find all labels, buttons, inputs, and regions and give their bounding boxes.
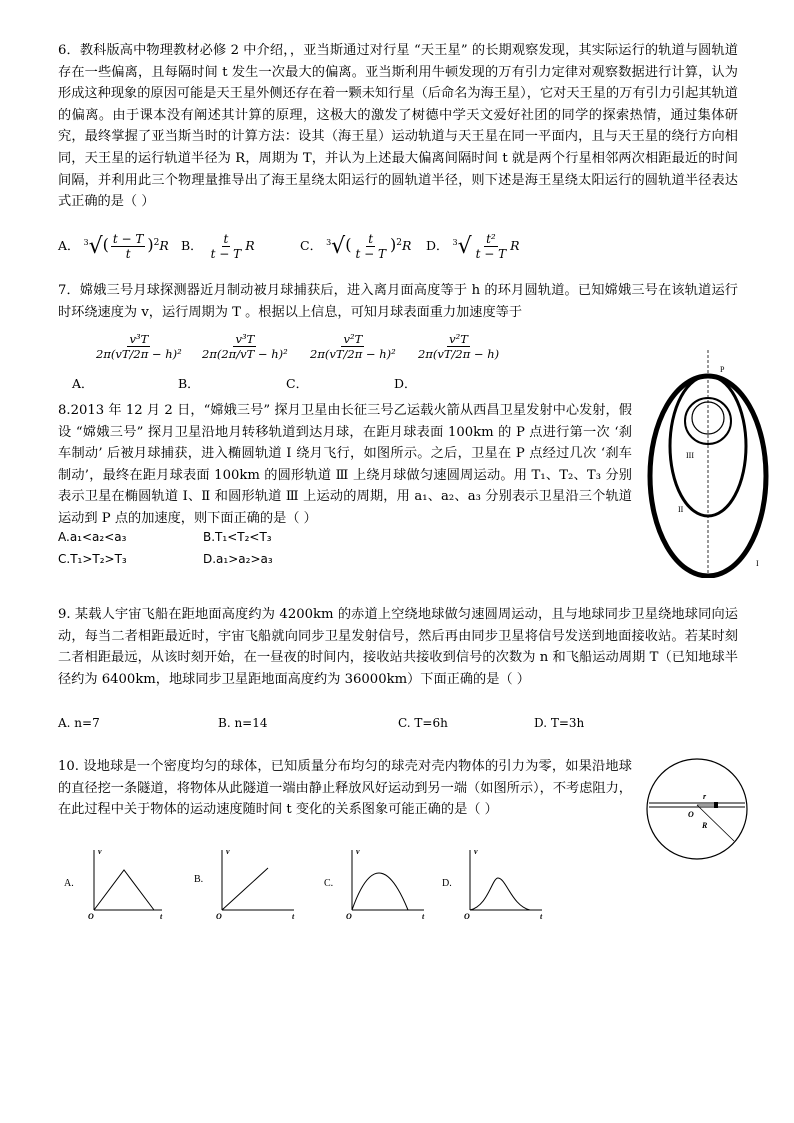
label-R: R bbox=[702, 821, 708, 830]
q9-option-c[interactable]: C. T=6h bbox=[398, 716, 448, 730]
question-9 bbox=[58, 604, 738, 690]
label-iii: III bbox=[686, 451, 694, 460]
graph-c-v: v bbox=[356, 847, 360, 856]
q10-graph-d[interactable] bbox=[438, 842, 548, 920]
q9-option-a[interactable]: A. n=7 bbox=[58, 716, 100, 730]
label-r: r bbox=[703, 792, 707, 801]
label-p: P bbox=[720, 365, 725, 374]
q9-option-d[interactable]: D. T=3h bbox=[534, 716, 585, 730]
q9-option-b[interactable]: B. n=14 bbox=[218, 716, 268, 730]
question-6-options bbox=[58, 228, 738, 272]
orbit-diagram bbox=[630, 348, 770, 578]
q6-option-b[interactable]: B． $\frac{t}{t - T}$ R bbox=[181, 232, 255, 261]
label-i: I bbox=[756, 559, 759, 568]
q6-option-d[interactable]: D． $^3$√ $\frac{\text{t²}}{t - T}$ R bbox=[426, 232, 520, 261]
q10-graph-b[interactable] bbox=[190, 842, 300, 920]
graph-c-label: C. bbox=[324, 878, 334, 889]
label-o: O bbox=[688, 810, 694, 819]
question-8-text: 8.2013 年 12 月 2 日，“嫦娥三号” 探月卫星由长征三号乙运载火箭从西昌卫星发射中心发射，假设 “嫦娥三号” 探月卫星沿地月转移轨道到达月球，在距月球表面 100km 的 P 点进行第一次 ‘刹车制动’ 后被月球捕获，进入椭圆轨道 Ⅰ 绕月飞行，如图所示。之后，卫星在 P 点经过几次 ‘刹车制动’，最终在距月球表面 100km 的圆形轨道 Ⅲ 上绕月球做匀速圆周运动。用 T₁、T₂、T₃ 分别表示卫星在椭圆轨道 Ⅰ、Ⅱ 和圆形轨道 Ⅲ 上运动的周期，用 a₁、a₂、a₃ 分别表示卫星沿三个轨道运动到 P 点的加速度，则下面正确的是（ ） bbox=[58, 403, 632, 526]
question-10 bbox=[58, 756, 632, 821]
graph-a-o: O bbox=[88, 912, 94, 920]
graph-d-o: O bbox=[464, 912, 470, 920]
question-9-options bbox=[58, 716, 738, 738]
q8-option-b[interactable]: B.T₁<T₂<T₃ bbox=[203, 530, 272, 544]
label-ii: II bbox=[678, 505, 684, 514]
question-8 bbox=[58, 400, 632, 530]
question-8-options bbox=[58, 530, 358, 574]
graph-b-curve bbox=[222, 868, 268, 910]
q6-option-a[interactable]: A． $^3$√( $\frac{t - T}{t}$ )$^2$R bbox=[58, 232, 169, 261]
graph-a-v: v bbox=[98, 847, 102, 856]
graph-a-label: A. bbox=[64, 878, 74, 889]
q10-graph-a[interactable] bbox=[60, 842, 170, 920]
graph-d-curve bbox=[470, 878, 530, 910]
q10-graph-c[interactable] bbox=[320, 842, 430, 920]
question-9-text: 9. 某载人宇宙飞船在距地面高度约为 4200km 的赤道上空绕地球做匀速圆周运动，且与地球同步卫星绕地球同向运动，每当二者相距最近时，宇宙飞船就向同步卫星发射信号，然后再由同步卫星将信号发送到地面接收站。若某时刻二者相距最远，从该时刻开始，在一昼夜的时间内，接收站共接收到信号的次数为 n 和飞船运动周期 T（已知地球半径约为 6400km，地球同步卫星距地面高度约为 36000km）下面正确的是（ ） bbox=[58, 607, 738, 687]
graph-b-label: B. bbox=[194, 874, 204, 885]
earth-circle bbox=[647, 759, 747, 859]
question-7 bbox=[58, 280, 738, 323]
graph-b-v: v bbox=[226, 847, 230, 856]
q6-option-c[interactable]: C． $^3$√( $\frac{t}{t - T}$ )$^2$R bbox=[300, 232, 412, 261]
graph-b-o: O bbox=[216, 912, 222, 920]
graph-c-t: t bbox=[422, 912, 425, 920]
q8-option-a[interactable]: A.a₁<a₂<a₃ bbox=[58, 530, 127, 544]
point-p bbox=[706, 374, 710, 378]
question-6-text: 6．教科版高中物理教材必修 2 中介绍，，亚当斯通过对行星 “天王星” 的长期观察发现，其实际运行的轨道与圆轨道存在一些偏离，且每隔时间 t 发生一次最大的偏离。亚当斯利用牛顿发现的万有引力定律对观察数据进行计算，认为形成这种现象的原因可能是天王星外侧还存在着一颗未知行星（后命名为海王星），它对天王星的万有引力引起其轨道的偏离。由于课本没有阐述其计算的原理，这极大的激发了树德中学天文爱好社团的同学的探索热情，通过集体研究，最终掌握了亚当斯当时的计算方法：设其（海王星）运动轨道与天王星在同一平面内，且与天王星的绕行方向相同，天王星的运行轨道半径为 R，周期为 T，并认为上述最大偏离间隔时间 t 就是两个行星相邻两次相距最近的时间间隔，并利用此三个物理量推导出了海王星绕太阳运行的圆轨道半径，则下述是海王星绕太阳运行的圆轨道半径表达式正确的是（ ） bbox=[58, 43, 738, 210]
question-7-options: A． $\frac{\text{v³T}}{\text{2π(vT/2π − h)²}}$ B． $\frac{\text{v³T}}{\text{2π(2π/vT − h)²}}$ C． $\frac{\text{v²T}}{\text{2π(vT/2π − h)²}}$ D． $\frac{\text{v²T}}{2\pi(vT/2\pi - h)}$ bbox=[72, 332, 500, 391]
graph-d-label: D. bbox=[442, 878, 452, 889]
question-10-text: 10. 设地球是一个密度均匀的球体，已知质量分布均匀的球壳对壳内物体的引力为零，如果沿地球的直径挖一条隧道，将物体从此隧道一端由静止释放风好运动到另一端（如图所示），不考虑阻力，在此过程中关于物体的运动速度随时间 t 变化的关系图象可能正确的是（ ） bbox=[58, 759, 632, 818]
q8-option-d[interactable]: D.a₁>a₂>a₃ bbox=[203, 552, 273, 566]
graph-c-curve bbox=[352, 873, 408, 910]
graph-a-curve bbox=[94, 870, 154, 910]
question-6 bbox=[58, 40, 738, 213]
graph-c-o: O bbox=[346, 912, 352, 920]
earth-tunnel-diagram bbox=[644, 756, 750, 862]
graph-a-t: t bbox=[160, 912, 163, 920]
graph-d-t: t bbox=[540, 912, 543, 920]
q8-option-c[interactable]: C.T₁>T₂>T₃ bbox=[58, 552, 127, 566]
graph-d-v: v bbox=[474, 847, 478, 856]
graph-b-t: t bbox=[292, 912, 295, 920]
question-7-text: 7．嫦娥三号月球探测器近月制动被月球捕获后，进入离月面高度等于 h 的环月圆轨道。已知嫦娥三号在该轨道运行时环绕速度为 v，运行周期为 T 。根据以上信息，可知月球表面重力加速度等于 bbox=[58, 283, 738, 320]
